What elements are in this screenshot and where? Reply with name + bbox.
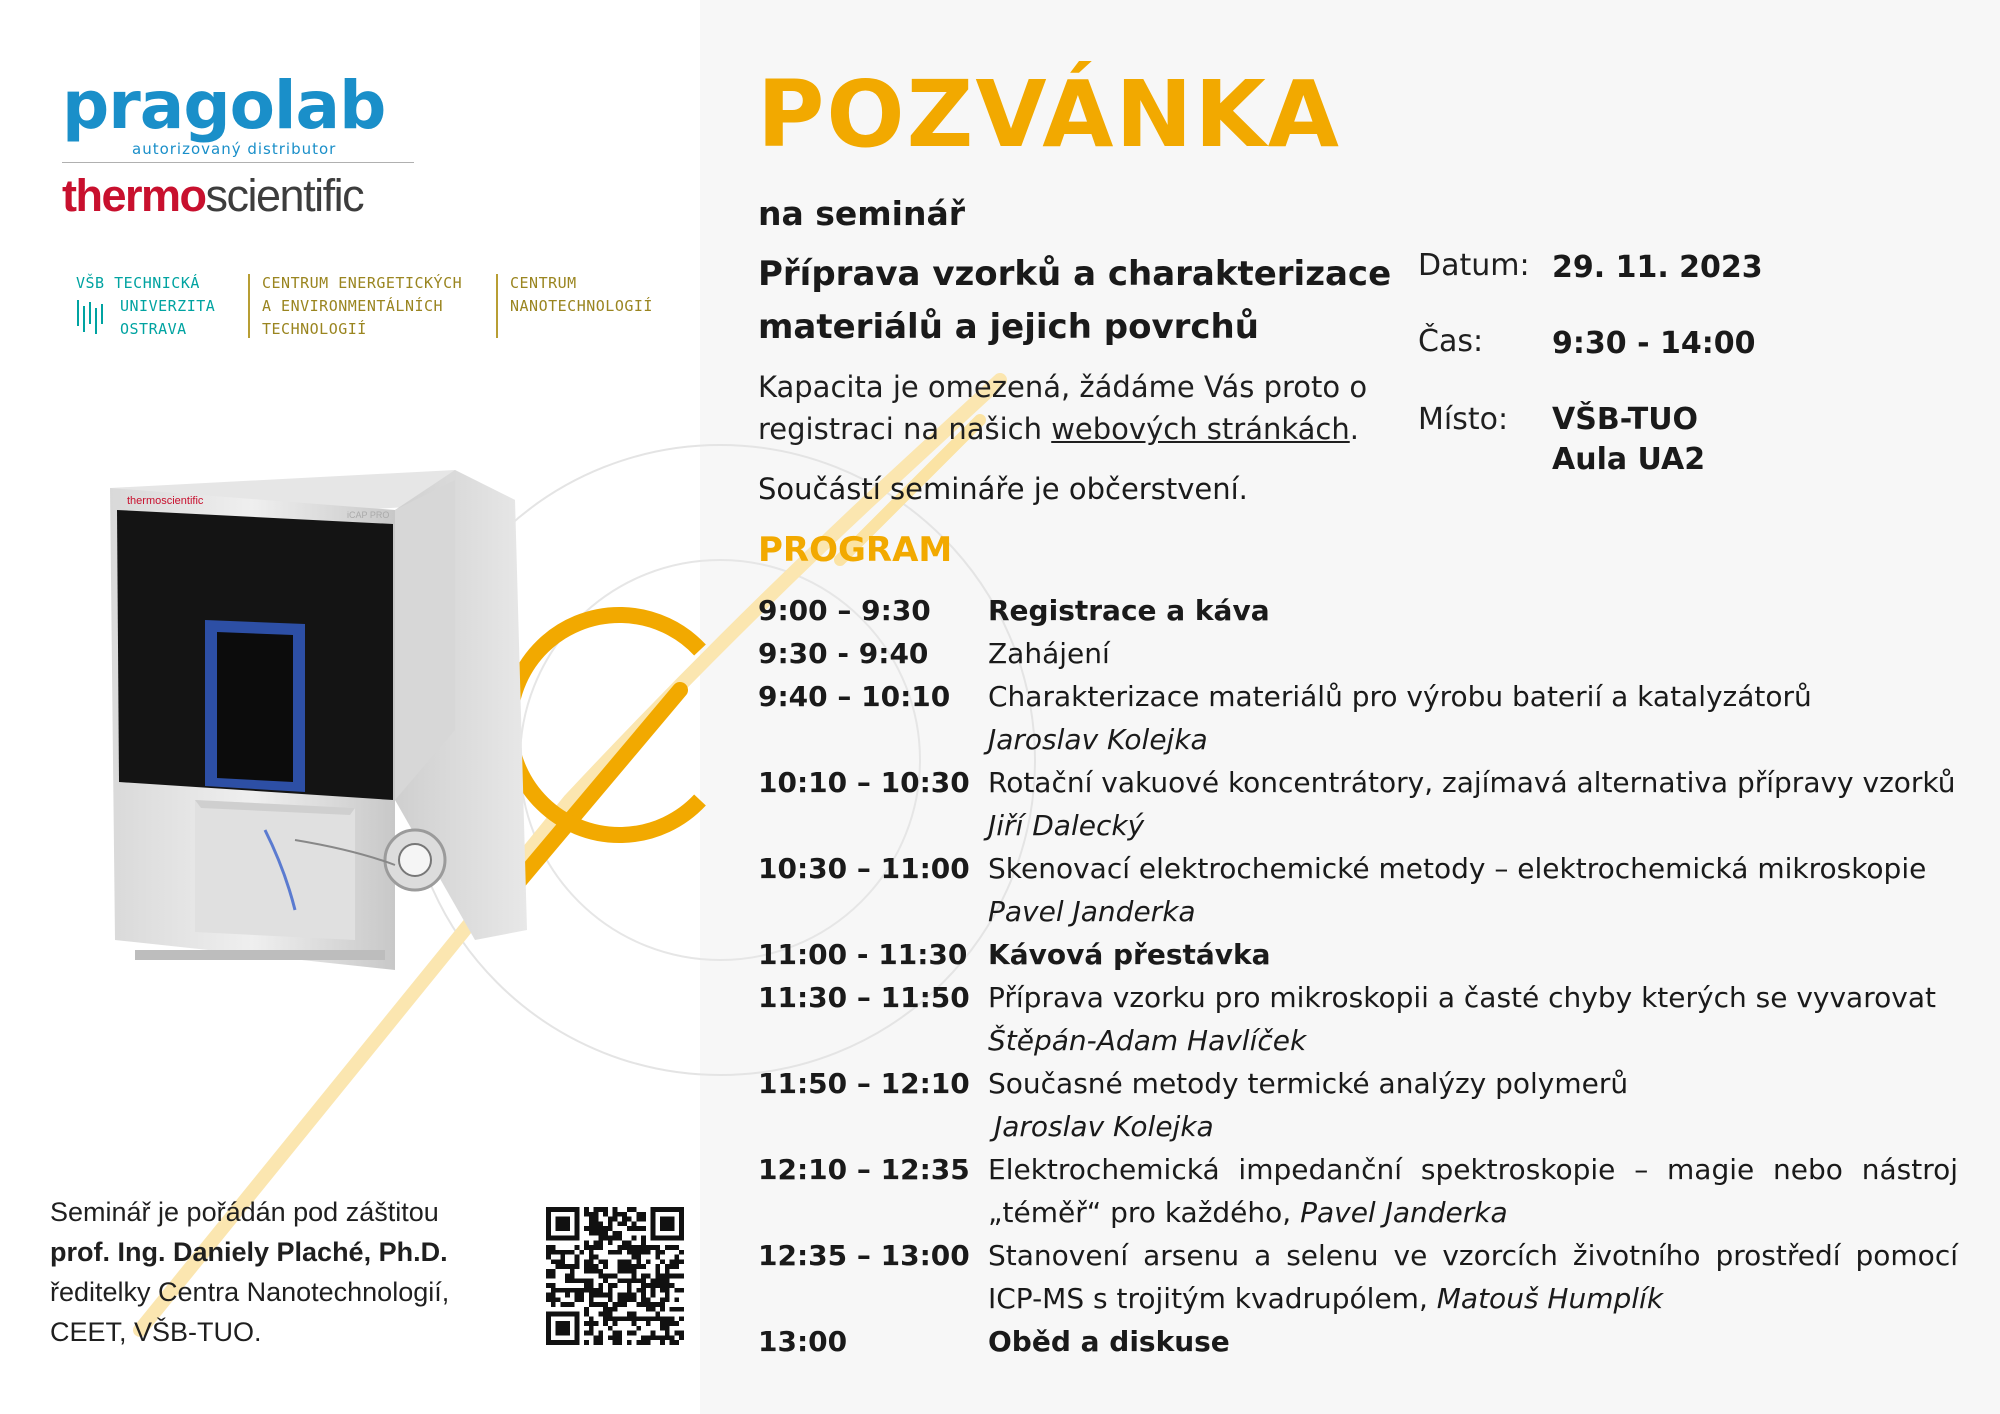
page-title: POZVÁNKA — [757, 61, 1341, 168]
patronage-note — [50, 1192, 540, 1352]
program-title-text: ICP-MS s trojitým kvadrupólem, — [988, 1282, 1437, 1315]
place-value-line: VŠB-TUO — [1552, 402, 1699, 437]
patronage-line-3: ředitelky Centra Nanotechnologií, — [50, 1277, 450, 1307]
program-item — [758, 632, 1958, 675]
date-label: Datum: — [1418, 248, 1530, 283]
icp-ms-instrument-image — [95, 470, 535, 990]
cnt-line-1: CENTRUM — [510, 274, 577, 292]
program-title: PROGRAM — [758, 530, 953, 570]
pragolab-logo — [62, 70, 414, 160]
intro-line-1: Kapacita je omezená, žádáme Vás proto o — [758, 370, 1368, 404]
pragolab-tagline: autorizovaný distributor — [132, 140, 337, 158]
program-speaker: Matouš Humplík — [1436, 1282, 1664, 1315]
place-value — [1552, 400, 1705, 480]
program-speaker: Štěpán-Adam Havlíček — [988, 1024, 1307, 1057]
program-item — [758, 1320, 1958, 1363]
refreshments-note: Součástí semináře je občerstvení. — [758, 472, 1248, 506]
program-item — [758, 675, 1958, 761]
cnt-logo — [510, 272, 653, 318]
time-value: 9:30 - 14:00 — [1552, 326, 1756, 361]
program-title-text: „téměř“ pro každého, — [988, 1196, 1301, 1229]
thermo-logo-part1: thermo — [62, 170, 206, 221]
intro-line-2-prefix: registraci na našich — [758, 412, 1052, 446]
date-value: 29. 11. 2023 — [1552, 250, 1763, 285]
logo-separator — [496, 274, 498, 338]
instrument-model-label: iCAP PRO — [347, 510, 390, 520]
intro-line-2-suffix: . — [1349, 412, 1359, 446]
program-item — [758, 933, 1958, 976]
program-time: 12:35 – 13:00 — [758, 1239, 970, 1272]
program-title-text: Současné metody termické analýzy polymerů — [988, 1067, 1629, 1100]
patronage-line-1: Seminář je pořádán pod záštitou — [50, 1197, 439, 1227]
thermo-logo-part2: scientific — [205, 170, 364, 221]
program-time: 13:00 — [758, 1325, 848, 1358]
program-time: 10:10 – 10:30 — [758, 766, 970, 799]
program-item — [758, 1062, 1958, 1148]
seminar-headline — [758, 248, 1391, 354]
program-time: 10:30 – 11:00 — [758, 852, 970, 885]
program-title-text: Charakterizace materiálů pro výrobu baterií a katalyzátorů — [988, 680, 1812, 713]
program-time: 11:00 - 11:30 — [758, 938, 968, 971]
seminar-subtitle: na seminář — [758, 194, 966, 233]
pragolab-wordmark: pragolab — [62, 70, 386, 144]
cnt-line-2: NANOTECHNOLOGIÍ — [510, 297, 653, 315]
program-speaker: Pavel Janderka — [1300, 1196, 1508, 1229]
brand-divider — [62, 162, 414, 163]
logo-separator — [248, 274, 250, 338]
ceet-line-2: A ENVIRONMENTÁLNÍCH — [262, 297, 444, 315]
program-item — [758, 847, 1958, 933]
registration-link[interactable]: webových stránkách — [1051, 412, 1350, 446]
program-speaker: Jiří Dalecký — [988, 809, 1145, 842]
program-list — [758, 589, 1958, 1363]
vsb-line-2: UNIVERZITA — [120, 297, 216, 315]
headline-line: Příprava vzorků a charakterizace — [758, 254, 1392, 294]
program-title-text: Skenovací elektrochemické metody – elektrochemická mikroskopie — [988, 852, 1927, 885]
program-title-text: Kávová přestávka — [988, 938, 1271, 971]
patronage-line-4: CEET, VŠB-TUO. — [50, 1317, 262, 1347]
program-item — [758, 761, 1958, 847]
registration-note — [758, 366, 1367, 450]
program-time: 9:00 – 9:30 — [758, 594, 931, 627]
program-item — [758, 976, 1958, 1062]
program-item — [758, 1148, 1958, 1234]
program-time: 11:30 – 11:50 — [758, 981, 970, 1014]
program-time: 12:10 – 12:35 — [758, 1153, 970, 1186]
thermo-scientific-logo — [62, 168, 363, 224]
program-speaker: Pavel Janderka — [988, 895, 1196, 928]
program-title-text: Rotační vakuové koncentrátory, zajímavá alternativa přípravy vzorků — [988, 766, 1956, 799]
program-title-text: Příprava vzorku pro mikroskopii a časté chyby kterých se vyvarovat — [988, 981, 1936, 1014]
ceet-line-1: CENTRUM ENERGETICKÝCH — [262, 274, 463, 292]
qr-code-icon[interactable] — [546, 1207, 684, 1345]
program-title-text: Elektrochemická impedanční spektroskopie – magie nebo nástroj — [988, 1153, 1958, 1186]
instrument-brand-label: thermoscientific — [127, 495, 204, 507]
place-value-line: Aula UA2 — [1552, 442, 1706, 477]
headline-line: materiálů a jejich povrchů — [758, 307, 1259, 347]
vsb-line-1: VŠB TECHNICKÁ — [76, 274, 200, 292]
time-label: Čas: — [1418, 324, 1484, 359]
ceet-logo — [262, 272, 462, 341]
program-title-text: Stanovení arsenu a selenu ve vzorcích životního prostředí pomocí — [988, 1239, 1958, 1272]
program-title-text: Registrace a káva — [988, 594, 1270, 627]
program-time: 9:40 – 10:10 — [758, 680, 951, 713]
ceet-line-3: TECHNOLOGIÍ — [262, 320, 367, 338]
place-label: Místo: — [1418, 402, 1509, 437]
program-speaker: Jaroslav Kolejka — [994, 1110, 1214, 1143]
vsb-bars-icon — [76, 300, 106, 334]
program-item — [758, 1234, 1958, 1320]
vsb-logo — [76, 272, 215, 341]
vsb-line-3: OSTRAVA — [120, 320, 187, 338]
program-title-text: Zahájení — [988, 637, 1110, 670]
intro-line-2 — [758, 408, 1367, 450]
program-time: 9:30 - 9:40 — [758, 637, 929, 670]
program-time: 11:50 – 12:10 — [758, 1067, 970, 1100]
program-title-text: Oběd a diskuse — [988, 1325, 1230, 1358]
program-item — [758, 589, 1958, 632]
program-speaker: Jaroslav Kolejka — [988, 723, 1208, 756]
patron-name: prof. Ing. Daniely Plaché, Ph.D. — [50, 1237, 448, 1267]
